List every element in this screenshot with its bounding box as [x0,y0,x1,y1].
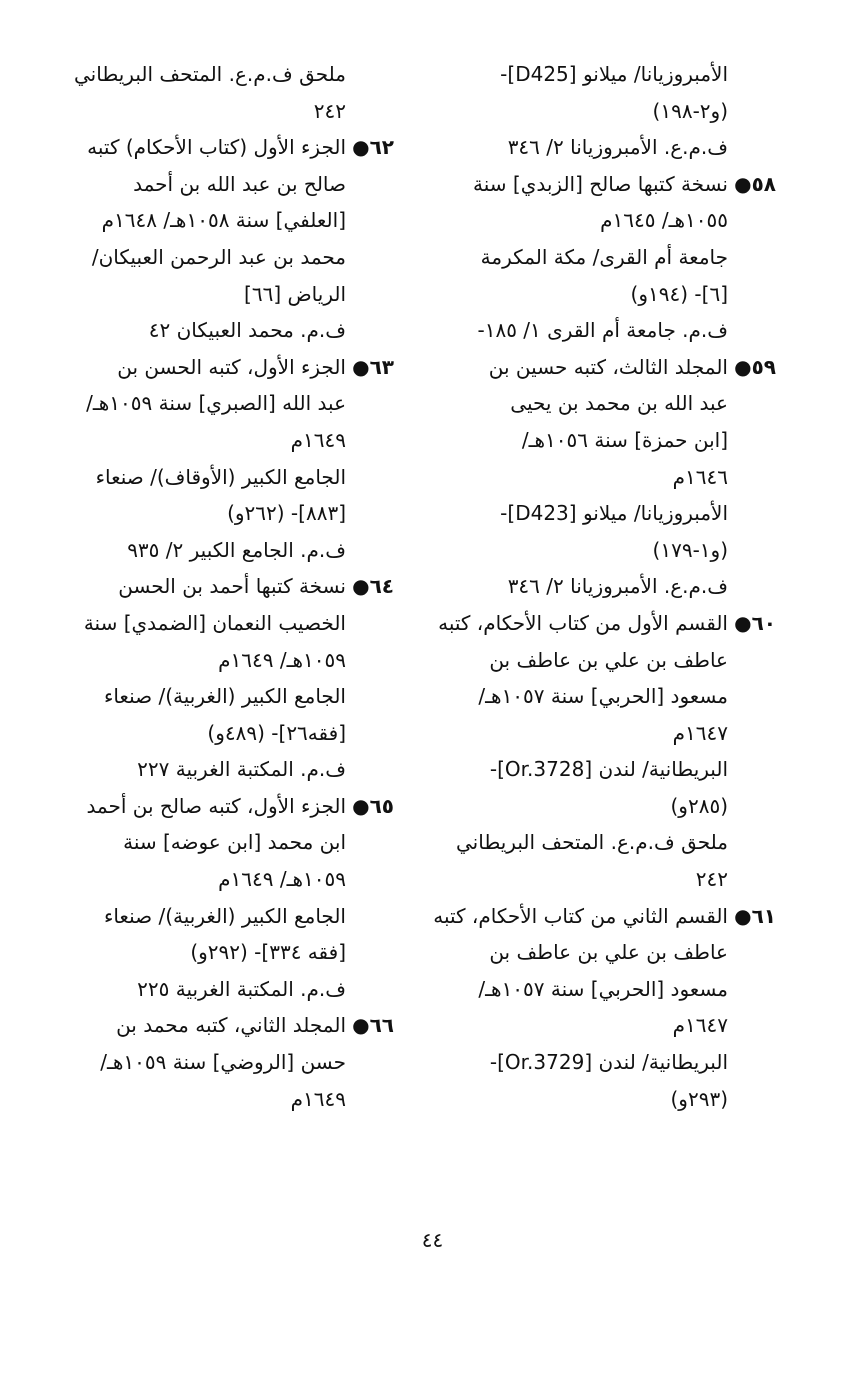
entry-first-line [52,788,394,825]
catalog-entry [440,605,776,898]
entry-line: مسعود [الحربي] سنة ١٠٥٧هـ/ [478,684,728,709]
entry-line: البريطانية/ لندن [Or.3729]- [489,1050,728,1075]
entry-line: ابن محمد [ابن عوضه] سنة [123,830,346,855]
entry-first-line [433,898,776,935]
entry-line: الرياض [٦٦] [244,281,346,306]
entry-line: الأمبروزيانا/ ميلانو [D423]- [500,501,728,526]
entry-line: ٢٤٢ [695,867,728,892]
entry-line: ١٦٤٩م [290,427,346,452]
entry-line: [ابن حمزة] سنة ١٠٥٦هـ/ [521,427,728,452]
entry-text: نسخة كتبها أحمد بن الحسن [118,574,346,599]
entry-line: ف.م.ع. الأمبروزيانا ٢/ ٣٤٦ [507,135,728,160]
catalog-entry [52,1007,394,1117]
entry-line: ١٦٤٧م [672,1013,728,1038]
entry-text: القسم الأول من كتاب الأحكام، كتبه [438,610,728,635]
entry-line: عاطف بن علي بن عاطف بن [489,940,728,965]
entry-number: ٦٤● [352,574,394,599]
entry-line: ١٦٤٦م [672,464,728,489]
entry-line: ف.م. الجامع الكبير ٢/ ٩٣٥ [127,537,346,562]
entry-line: [٦]- (١٩٤و) [630,281,728,306]
catalog-entry [433,898,776,1118]
entry-line: عاطف بن علي بن عاطف بن [489,647,728,672]
entry-line: مسعود [الحربي] سنة ١٠٥٧هـ/ [478,976,728,1001]
catalog-entry [52,788,394,1008]
entry-number: ٦١● [734,903,776,928]
entry-first-line [440,605,776,642]
entry-number: ٥٩● [734,354,776,379]
entry-line: ف.م.ع. الأمبروزيانا ٢/ ٣٤٦ [507,574,728,599]
entry-line: ملحق ف.م.ع. المتحف البريطاني [73,62,346,86]
entry-line: [العلفي] سنة ١٠٥٨هـ/ ١٦٤٨م [101,208,346,233]
entry-number: ٦٣● [352,354,394,379]
entry-line: [فقه٢٦]- (٤٨٩و) [207,720,346,745]
entry-first-line [52,1007,394,1044]
entry-text: نسخة كتبها صالح [الزبدي] سنة [473,171,728,196]
entry-first-line [440,166,776,203]
entry-number: ٦٥● [352,793,394,818]
entry-line: جامعة أم القرى/ مكة المكرمة [480,244,728,269]
entry-line: الجامع الكبير (الغربية)/ صنعاء [103,903,346,928]
entry-line: الخصيب النعمان [الضمدي] سنة [83,610,346,635]
entry-text: القسم الثاني من كتاب الأحكام، كتبه [433,903,728,928]
entry-text: الجزء الأول، كتبه الحسن بن [117,354,346,379]
catalog-entry [440,349,776,605]
left-column [52,56,394,1117]
entry-line: ف.م. محمد العبيكان ٤٢ [148,318,346,343]
entry-text: الجزء الأول (كتاب الأحكام) كتبه [87,135,346,160]
entry-line: ف.م. المكتبة الغربية ٢٢٧ [137,757,346,782]
entry-number: ٦٠● [734,610,776,635]
page-number: ٤٤ [421,1228,444,1252]
right-column [433,56,776,1117]
entry-line: الجامع الكبير (الأوقاف)/ صنعاء [95,464,346,489]
entry-line: ف.م. المكتبة الغربية ٢٢٥ [137,976,346,1001]
entry-line: ١٠٥٥هـ/ ١٦٤٥م [600,208,728,233]
entry-text: المجلد الثالث، كتبه حسين بن [488,354,728,379]
entry-line: حسن [الروضي] سنة ١٠٥٩هـ/ [100,1050,346,1075]
entry-text: المجلد الثاني، كتبه محمد بن [116,1013,346,1038]
entry-continuation [52,56,394,129]
entry-line: ١٦٤٧م [672,720,728,745]
catalog-entry [52,568,394,788]
entry-line: ١٠٥٩هـ/ ١٦٤٩م [218,647,346,672]
entry-line: ١٦٤٩م [290,1086,346,1111]
entry-number: ٦٦● [352,1013,394,1038]
entry-first-line [440,349,776,386]
entry-line: [٨٨٣]- (٢٦٢و) [227,501,346,526]
catalog-entry [52,129,394,349]
entry-line: الجامع الكبير (الغربية)/ صنعاء [103,684,346,709]
entry-line: عبد الله [الصبري] سنة ١٠٥٩هـ/ [86,391,346,416]
catalog-entry [440,166,776,349]
entry-number: ٥٨● [734,171,776,196]
entry-line: (و٢-١٩٨) [652,98,728,123]
catalog-entry [52,349,394,569]
entry-text: الجزء الأول، كتبه صالح بن أحمد [86,793,346,818]
entry-line: البريطانية/ لندن [Or.3728]- [489,757,728,782]
entry-number: ٦٢● [352,135,394,160]
entry-line: (٢٩٣و) [670,1086,728,1111]
entry-line: (و١-١٧٩) [652,537,728,562]
entry-line: ف.م. جامعة أم القرى ١/ ١٨٥- [477,318,728,343]
entry-first-line [52,129,394,166]
entry-line: ١٠٥٩هـ/ ١٦٤٩م [218,867,346,892]
entry-line: الأمبروزيانا/ ميلانو [D425]- [500,62,728,86]
entry-line: ٢٤٢ [313,98,346,123]
entry-line: (٢٨٥و) [670,793,728,818]
entry-line: [فقه ٣٣٤]- (٢٩٢و) [190,940,346,965]
entry-first-line [52,349,394,386]
entry-first-line [52,568,394,605]
entry-line: محمد بن عبد الرحمن العبيكان/ [91,244,346,269]
entry-line: ملحق ف.م.ع. المتحف البريطاني [455,830,728,855]
entry-line: صالح بن عبد الله بن أحمد [133,171,346,196]
entry-continuation [440,56,776,166]
entry-line: عبد الله بن محمد بن يحيى [510,391,728,416]
